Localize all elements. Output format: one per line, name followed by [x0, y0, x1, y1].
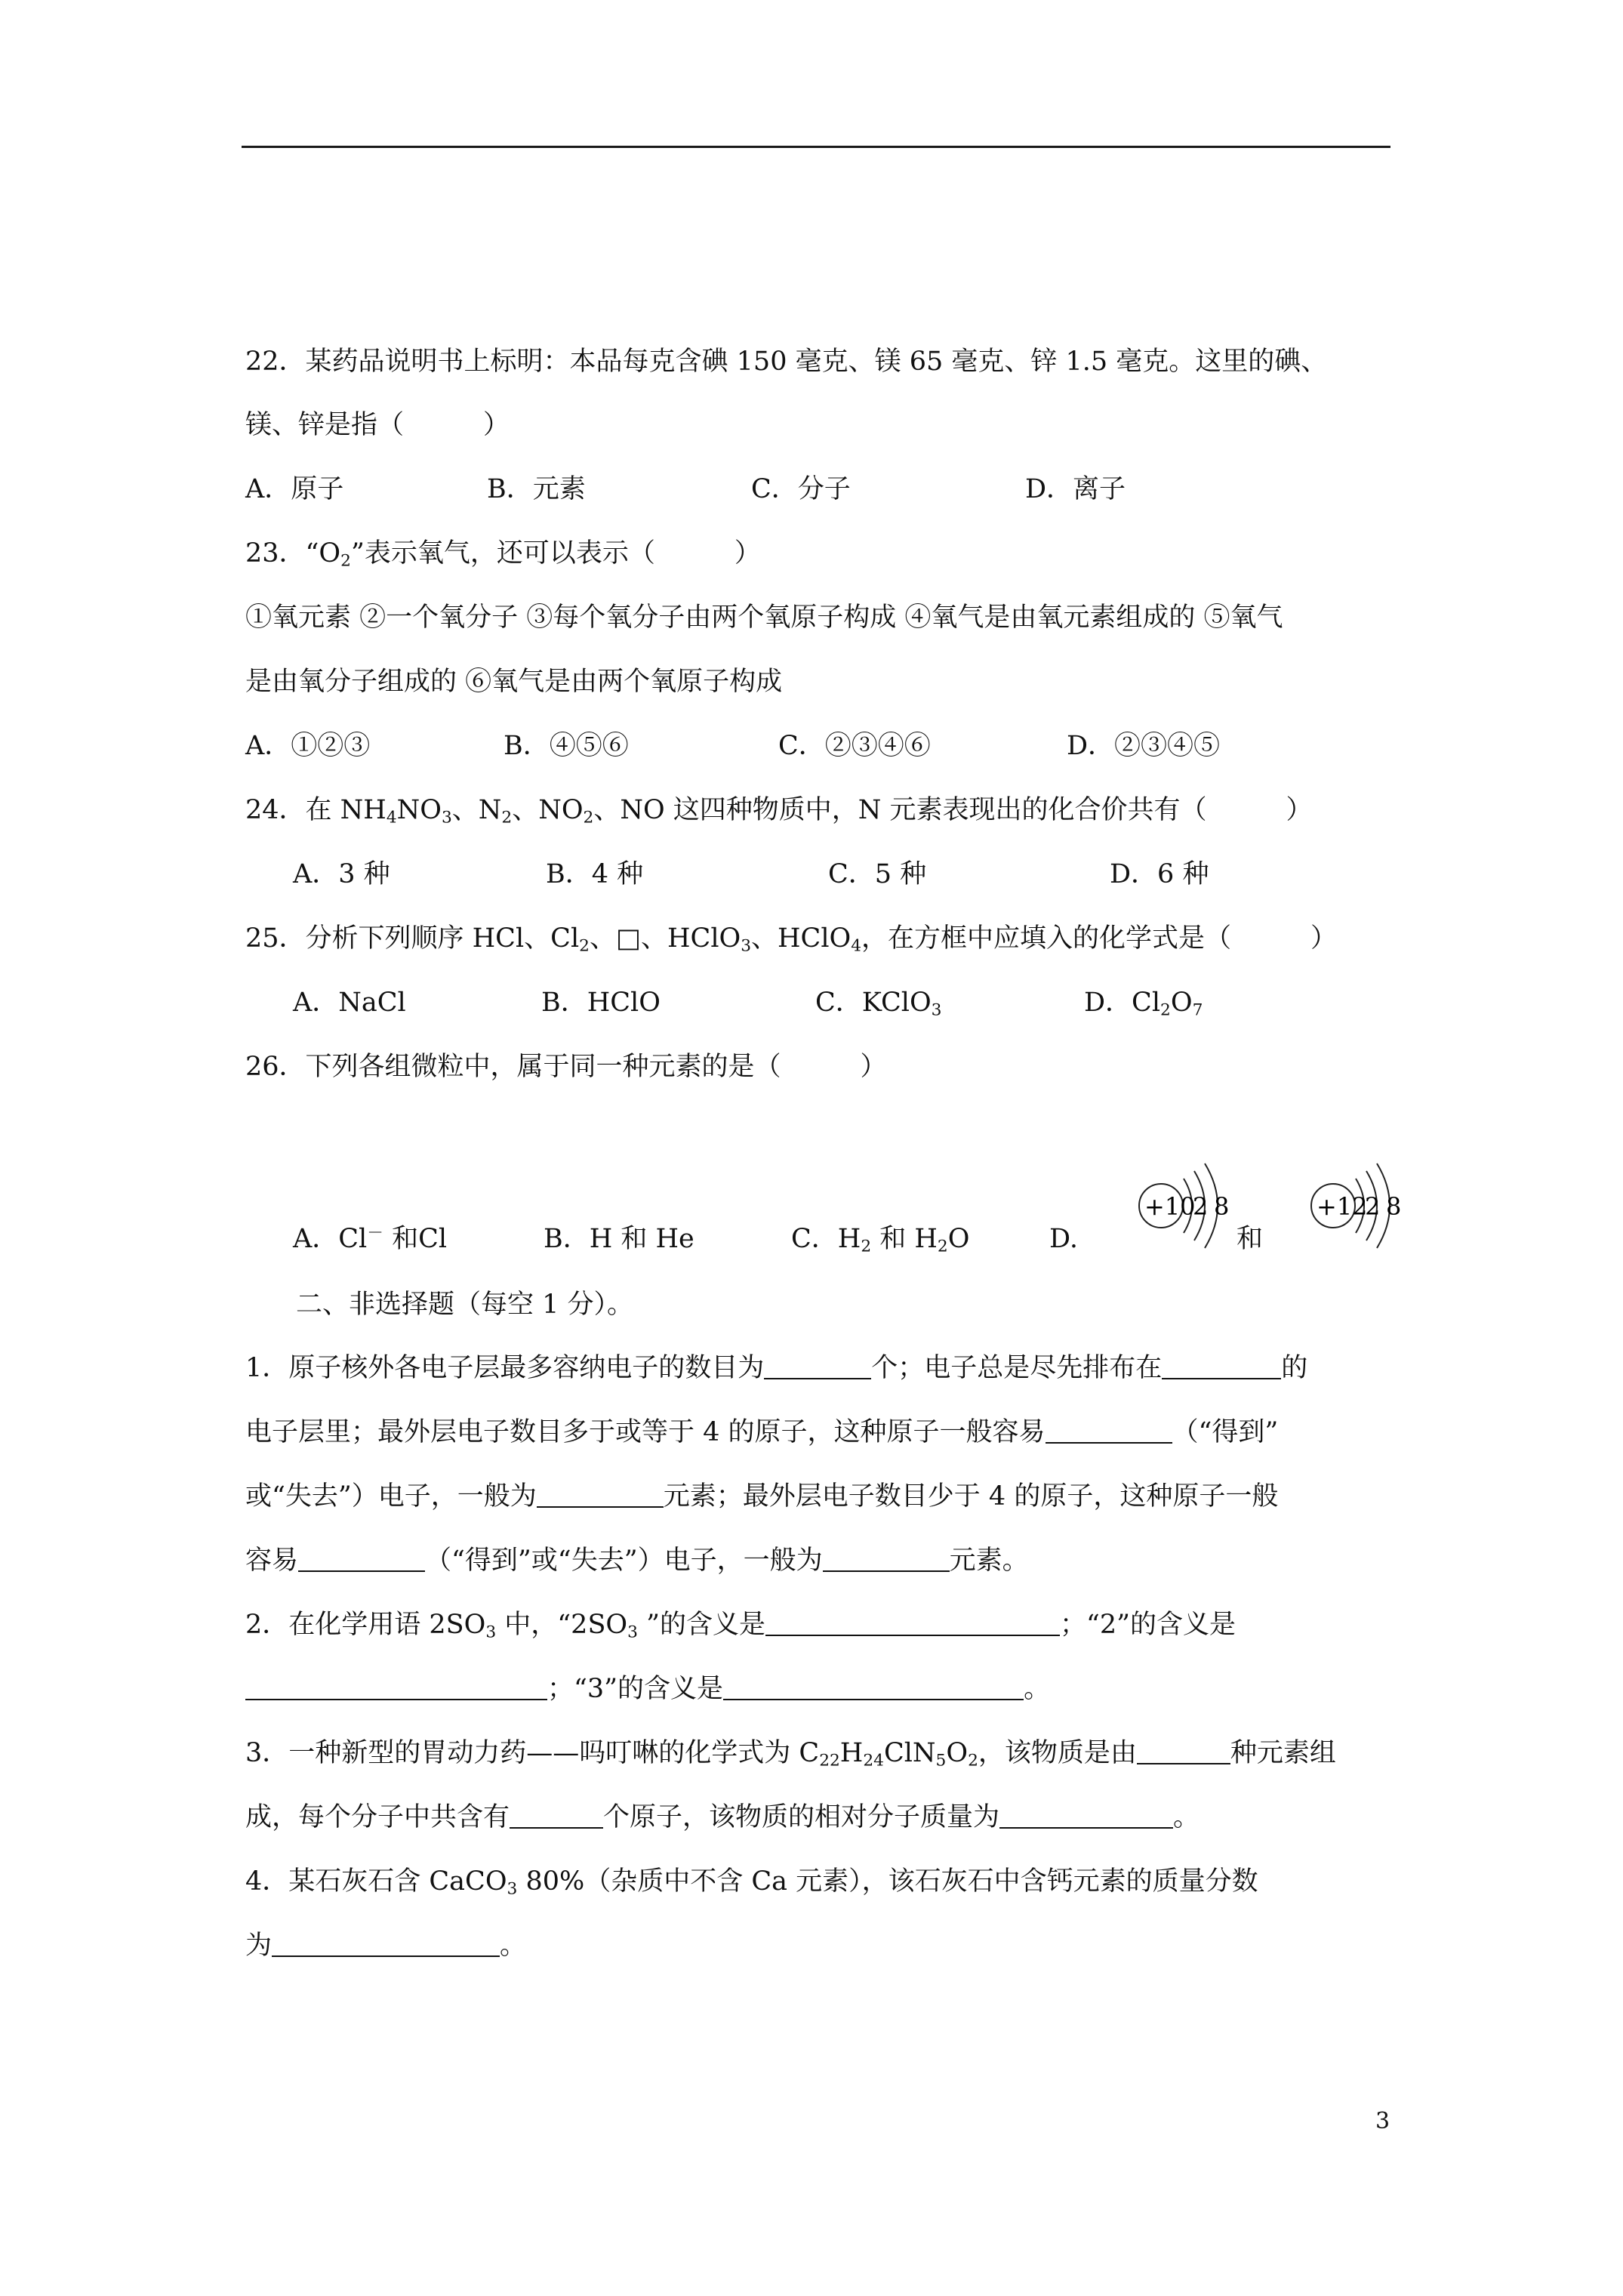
- fill1-blank-6[interactable]: [823, 1544, 950, 1572]
- fill4-line2: 为 。: [245, 1931, 527, 1961]
- q25-option-c: C．KClO$_3$: [815, 988, 942, 1020]
- nucleus-charge: +12: [1317, 1192, 1368, 1221]
- fill3-blank-1[interactable]: [1137, 1737, 1230, 1764]
- q26-option-c: C．$H_2$ 和 $H_2O$: [791, 1224, 970, 1256]
- q25-option-b: B．HClO: [541, 988, 661, 1018]
- fill1-blank-2[interactable]: [1162, 1351, 1281, 1379]
- q22-stem-line1: 22．某药品说明书上标明：本品每克含碘 150 毫克、镁 65 毫克、锌 1.5 毫克。这里的碘、: [245, 347, 1328, 377]
- page-number: 3: [1375, 2108, 1390, 2134]
- fill3-line2: 成，每个分子中共含有 个原子，该物质的相对分子质量为 。: [245, 1802, 1200, 1832]
- q26-and-label: 和: [1236, 1224, 1264, 1254]
- q22-option-c: C．分子: [751, 474, 851, 504]
- fill2-blank-1[interactable]: [765, 1608, 1060, 1636]
- fill1-blank-3[interactable]: [1046, 1416, 1172, 1444]
- fill4-line1: 4．某石灰石含 CaCO$_3$ 80%（杂质中不含 Ca 元素），该石灰石中含钙元素的质量分数: [245, 1866, 1258, 1899]
- q23-statements-line2: 是由氧分子组成的 ⑥氧气是由两个氧原子构成: [245, 667, 783, 697]
- fill1-blank-4[interactable]: [537, 1480, 664, 1508]
- atom-diagram-1: [1131, 1151, 1244, 1257]
- q26-stem: 26．下列各组微粒中，属于同一种元素的是（ ）: [245, 1052, 887, 1082]
- fill1-line4: 容易 （“得到”或“失去”）电子，一般为 元素。: [245, 1546, 1029, 1576]
- q23-option-c: C．②③④⑥: [778, 731, 931, 761]
- fill2-blank-3[interactable]: [723, 1672, 1024, 1700]
- q23-options: [245, 728, 1400, 764]
- q24-options: [245, 856, 1400, 892]
- q24-option-b: B．4 种: [546, 859, 644, 889]
- q23-option-b: B．④⑤⑥: [504, 731, 629, 761]
- nucleus-charge: +10: [1144, 1192, 1196, 1221]
- q22-option-b: B．元素: [487, 474, 586, 504]
- shell2-count: 8: [1214, 1192, 1230, 1221]
- q22-option-d: D．离子: [1025, 474, 1126, 504]
- fill1-line2: 电子层里；最外层电子数目多于或等于 4 的原子，这种原子一般容易 （“得到”: [245, 1417, 1279, 1447]
- q25-stem: 25．分析下列顺序 HCl、$Cl_2$、□、HClO$_3$、HClO$_4$，在方框中应填入的化学式是（ ）: [245, 923, 1338, 956]
- q24-option-c: C．5 种: [828, 859, 927, 889]
- fill3-line1: 3．一种新型的胃动力药——吗叮啉的化学式为 $C_{22}H_{24}ClN_5O_2$，该物质是由 种元素组: [245, 1738, 1336, 1771]
- fill1-line1: 1．原子核外各电子层最多容纳电子的数目为 个；电子总是尽先排布在 的: [245, 1353, 1308, 1383]
- atom-diagram-2-svg: [1303, 1151, 1416, 1257]
- fill1-blank-1[interactable]: [764, 1351, 871, 1379]
- fill3-blank-3[interactable]: [999, 1801, 1173, 1829]
- q26-option-d: D.: [1049, 1224, 1078, 1254]
- q22-stem-line2: 镁、锌是指（ ）: [245, 410, 510, 440]
- fill2-blank-2[interactable]: [245, 1672, 547, 1700]
- q23-stem: 23．“$O_2$”表示氧气，还可以表示（ ）: [245, 538, 761, 571]
- section-title: 二、非选择题（每空 1 分）。: [296, 1290, 634, 1320]
- q24-stem: 24．在 $NH_4NO_3$、$N_2$、$NO_2$、NO 这四种物质中，N 元素表现出的化合价共有（ ）: [245, 795, 1313, 827]
- header-rule: [242, 146, 1390, 148]
- shell1-count: 2: [1193, 1192, 1209, 1221]
- q26-option-a: A．Cl－ 和Cl: [293, 1224, 448, 1254]
- atom-diagram-2: [1303, 1151, 1416, 1257]
- shell1-count: 2: [1365, 1192, 1381, 1221]
- fill1-blank-5[interactable]: [298, 1544, 425, 1572]
- atom-diagram-1-svg: [1131, 1151, 1244, 1257]
- shell2-count: 8: [1386, 1192, 1402, 1221]
- q25-options: [245, 985, 1400, 1021]
- fill1-line3: 或“失去”）电子，一般为 元素；最外层电子数目少于 4 的原子，这种原子一般: [245, 1481, 1279, 1512]
- q22-options: [245, 471, 1400, 507]
- fill4-blank-1[interactable]: [272, 1929, 500, 1957]
- q22-option-a: A．原子: [245, 474, 344, 504]
- q24-option-d: D．6 种: [1110, 859, 1209, 889]
- fill2-line1: 2．在化学用语 $2SO_3$ 中，“$2SO_3$ ”的含义是 ；“2”的含义是: [245, 1610, 1236, 1642]
- q23-statements-line1: ①氧元素 ②一个氧分子 ③每个氧分子由两个氧原子构成 ④氧气是由氧元素组成的 ⑤氧气: [245, 603, 1283, 633]
- fill3-blank-2[interactable]: [510, 1801, 603, 1829]
- q25-option-a: A．NaCl: [293, 988, 406, 1018]
- q26-option-b: B．H 和 He: [544, 1224, 694, 1254]
- q23-option-d: D．②③④⑤: [1067, 731, 1221, 761]
- q25-option-d: D．$Cl_2O_7$: [1084, 988, 1203, 1020]
- q23-option-a: A．①②③: [245, 731, 371, 761]
- q24-option-a: A．3 种: [293, 859, 390, 889]
- fill2-line2: ；“3”的含义是 。: [245, 1671, 1050, 1707]
